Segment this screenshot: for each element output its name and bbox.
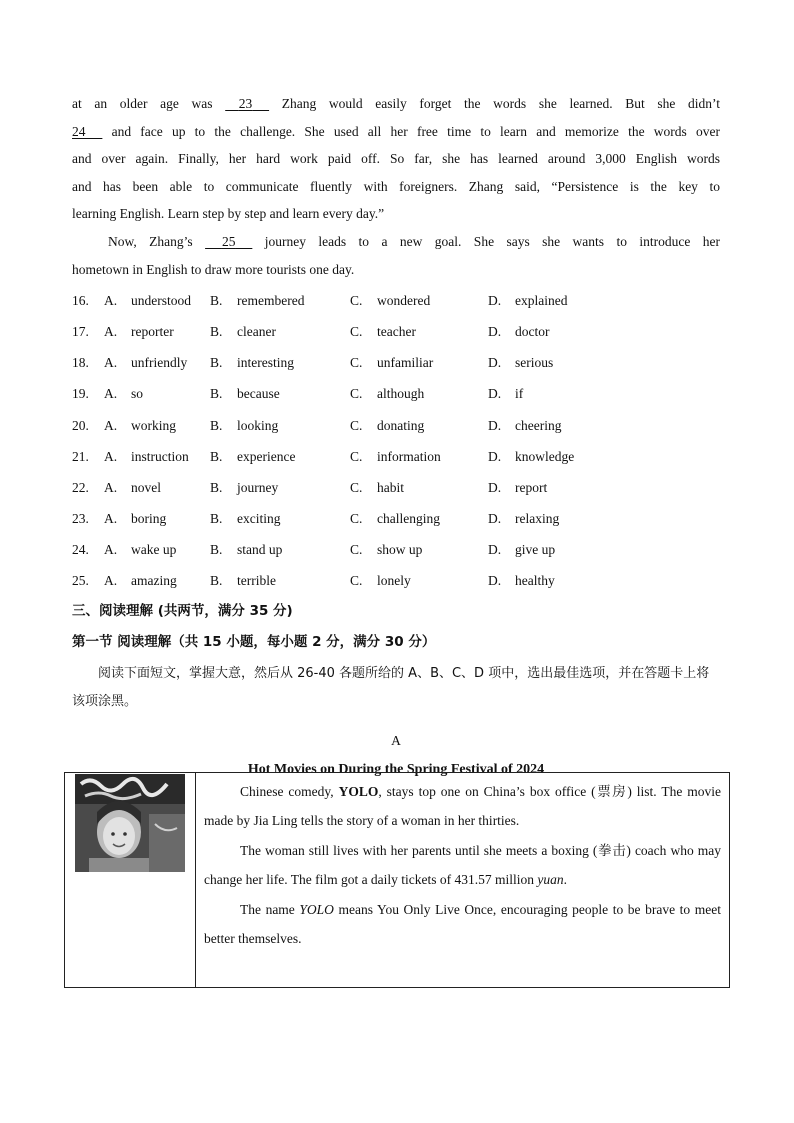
option-label: C. bbox=[350, 293, 363, 309]
option-c[interactable] bbox=[350, 316, 488, 347]
option-label: A. bbox=[104, 541, 118, 557]
question-row bbox=[72, 472, 720, 503]
option-label: A. bbox=[104, 355, 118, 371]
option-label: C. bbox=[350, 479, 363, 495]
question-row bbox=[72, 347, 720, 378]
blank-23: 23 bbox=[238, 96, 253, 111]
option-text: understood bbox=[131, 293, 191, 309]
option-b[interactable] bbox=[210, 347, 350, 378]
option-label: B. bbox=[210, 510, 223, 526]
option-text: interesting bbox=[237, 355, 294, 371]
option-text: serious bbox=[515, 355, 554, 371]
question-row bbox=[72, 316, 720, 347]
option-b[interactable] bbox=[210, 503, 350, 534]
question-row bbox=[72, 534, 720, 565]
option-text: teacher bbox=[377, 324, 416, 340]
option-b[interactable] bbox=[210, 316, 350, 347]
question-row bbox=[72, 378, 720, 409]
option-text: healthy bbox=[515, 573, 555, 588]
option-b[interactable] bbox=[210, 410, 350, 441]
option-label: A. bbox=[104, 417, 118, 433]
option-c[interactable] bbox=[350, 378, 488, 409]
option-text: show up bbox=[377, 541, 423, 557]
option-text: unfriendly bbox=[131, 355, 188, 371]
cloze-passage-paragraph-1 bbox=[72, 90, 720, 228]
option-b[interactable] bbox=[210, 285, 350, 316]
option-b[interactable] bbox=[210, 565, 350, 596]
option-label: A. bbox=[104, 293, 118, 309]
movie-name: YOLO bbox=[338, 784, 379, 799]
option-c[interactable] bbox=[350, 503, 488, 534]
option-text: remembered bbox=[237, 293, 305, 309]
option-label: D. bbox=[488, 355, 502, 371]
option-text: stand up bbox=[237, 541, 283, 557]
option-text: lonely bbox=[377, 573, 411, 588]
option-text: because bbox=[237, 386, 280, 402]
option-a[interactable] bbox=[104, 347, 210, 378]
question-row bbox=[72, 285, 720, 316]
option-c[interactable] bbox=[350, 347, 488, 378]
option-a[interactable] bbox=[104, 441, 210, 472]
question-number: 21. bbox=[72, 448, 89, 464]
movie-poster-cell bbox=[65, 773, 196, 988]
option-c[interactable] bbox=[350, 285, 488, 316]
option-a[interactable] bbox=[104, 565, 210, 596]
option-text: boring bbox=[131, 510, 167, 526]
option-label: A. bbox=[104, 479, 118, 495]
option-text: explained bbox=[515, 293, 568, 309]
option-a[interactable] bbox=[104, 285, 210, 316]
option-label: B. bbox=[210, 417, 223, 433]
option-d[interactable] bbox=[488, 565, 608, 596]
option-text: instruction bbox=[131, 448, 189, 464]
option-label: C. bbox=[350, 324, 363, 340]
option-a[interactable] bbox=[104, 378, 210, 409]
option-c[interactable] bbox=[350, 472, 488, 503]
option-a[interactable] bbox=[104, 503, 210, 534]
option-label: C. bbox=[350, 573, 363, 588]
option-text: if bbox=[515, 386, 524, 402]
option-label: D. bbox=[488, 417, 502, 433]
question-row bbox=[72, 410, 720, 441]
question-number: 18. bbox=[72, 355, 89, 371]
text-run: journey leads to a new goal. She says she wants to introduce her bbox=[264, 233, 721, 249]
passage-a-table bbox=[64, 772, 730, 988]
question-options-list bbox=[72, 285, 720, 596]
option-label: C. bbox=[350, 386, 363, 402]
text-run: and face up to the challenge. She used all her free time to learn and memorize the words over bbox=[111, 123, 720, 139]
option-text: give up bbox=[515, 541, 556, 557]
option-d[interactable] bbox=[488, 347, 608, 378]
option-text: reporter bbox=[131, 324, 174, 340]
text-line: hometown in English to draw more tourists one day. bbox=[72, 261, 355, 277]
option-text: amazing bbox=[131, 573, 177, 588]
option-label: D. bbox=[488, 293, 502, 309]
sub-section-heading: 第一节 阅读理解（共 15 小题，每小题 2 分，满分 30 分） bbox=[72, 634, 436, 651]
passage-a-paragraph-1: Chinese comedy, YOLO, stays top one on China’s box office (票房) list. The movie made by Jia Ling tells the story of a woman in her thirties. bbox=[204, 784, 721, 829]
option-label: B. bbox=[210, 355, 223, 371]
option-text: knowledge bbox=[515, 448, 575, 464]
option-text: looking bbox=[237, 417, 279, 433]
text-run: at an older age was bbox=[72, 96, 213, 111]
option-text: donating bbox=[377, 417, 425, 433]
text-run: Zhang would easily forget the words she learned. But she didn’t bbox=[281, 96, 721, 111]
passage-text-cell bbox=[196, 773, 730, 988]
option-a[interactable] bbox=[104, 316, 210, 347]
option-d[interactable] bbox=[488, 285, 608, 316]
passage-title: Hot Movies on During the Spring Festival of 2024 bbox=[247, 762, 545, 778]
option-label: D. bbox=[488, 386, 502, 402]
option-text: unfamiliar bbox=[377, 355, 434, 371]
option-label: B. bbox=[210, 448, 223, 464]
option-text: cheering bbox=[515, 417, 562, 433]
option-text: novel bbox=[131, 479, 161, 495]
option-c[interactable] bbox=[350, 410, 488, 441]
option-label: B. bbox=[210, 386, 223, 402]
question-number: 17. bbox=[72, 324, 89, 340]
option-label: C. bbox=[350, 541, 363, 557]
question-row bbox=[72, 441, 720, 472]
currency-word: yuan bbox=[537, 872, 564, 888]
text-run: Now, Zhang’s bbox=[108, 233, 193, 249]
option-text: report bbox=[515, 479, 548, 495]
option-label: B. bbox=[210, 541, 223, 557]
option-text: exciting bbox=[237, 510, 281, 526]
option-text: doctor bbox=[515, 324, 550, 340]
option-text: challenging bbox=[377, 510, 440, 526]
option-text: working bbox=[131, 417, 176, 433]
question-number: 25. bbox=[72, 573, 89, 588]
option-label: B. bbox=[210, 324, 223, 340]
option-d[interactable] bbox=[488, 472, 608, 503]
text-line: learning English. Learn step by step and learn every day.” bbox=[72, 206, 385, 222]
option-text: relaxing bbox=[515, 510, 560, 526]
option-label: A. bbox=[104, 510, 118, 526]
option-text: wondered bbox=[377, 293, 431, 309]
blank-25: 25 bbox=[221, 233, 236, 249]
option-label: A. bbox=[104, 386, 118, 402]
option-c[interactable] bbox=[350, 441, 488, 472]
section-heading: 三、阅读理解 (共两节，满分 35 分) bbox=[72, 603, 293, 620]
question-number: 23. bbox=[72, 510, 89, 526]
option-label: C. bbox=[350, 448, 363, 464]
option-label: D. bbox=[488, 510, 502, 526]
passage-a-paragraph-3: The name YOLO means You Only Live Once, encouraging people to be brave to meet better themselves. bbox=[204, 901, 721, 947]
text-line: and has been able to communicate fluently with foreigners. Zhang said, “Persistence is the key to bbox=[72, 178, 720, 194]
option-text: experience bbox=[237, 448, 296, 464]
question-number: 22. bbox=[72, 479, 89, 495]
option-label: C. bbox=[350, 510, 363, 526]
question-row bbox=[72, 565, 720, 596]
option-label: D. bbox=[488, 541, 502, 557]
option-label: D. bbox=[488, 324, 502, 340]
question-number: 16. bbox=[72, 293, 89, 309]
option-label: A. bbox=[104, 573, 118, 588]
option-d[interactable] bbox=[488, 410, 608, 441]
question-number: 19. bbox=[72, 386, 89, 402]
option-d[interactable] bbox=[488, 316, 608, 347]
option-a[interactable] bbox=[104, 410, 210, 441]
option-a[interactable] bbox=[104, 534, 210, 565]
option-d[interactable] bbox=[488, 441, 608, 472]
cloze-passage-paragraph-2 bbox=[72, 228, 720, 283]
option-text: so bbox=[131, 386, 144, 402]
option-label: B. bbox=[210, 479, 223, 495]
option-c[interactable] bbox=[350, 565, 488, 596]
option-label: B. bbox=[210, 293, 223, 309]
option-d[interactable] bbox=[488, 378, 608, 409]
option-text: wake up bbox=[131, 541, 177, 557]
passage-letter: A bbox=[391, 733, 401, 749]
option-b[interactable] bbox=[210, 472, 350, 503]
option-a[interactable] bbox=[104, 472, 210, 503]
passage-a-paragraph-2: The woman still lives with her parents until she meets a boxing (拳击) coach who may change her life. The film got a daily tickets of 431.57 million yuan. bbox=[204, 842, 721, 888]
option-b[interactable] bbox=[210, 441, 350, 472]
option-label: C. bbox=[350, 417, 363, 433]
option-text: cleaner bbox=[237, 324, 276, 340]
option-text: habit bbox=[377, 479, 404, 495]
option-d[interactable] bbox=[488, 503, 608, 534]
option-c[interactable] bbox=[350, 534, 488, 565]
instructions: 阅读下面短文，掌握大意，然后从 26-40 各题所给的 A、B、C、D 项中，选出最佳选项，并在答题卡上将该项涂黑。 bbox=[72, 666, 710, 710]
option-text: journey bbox=[237, 479, 279, 495]
option-text: terrible bbox=[237, 573, 276, 588]
option-b[interactable] bbox=[210, 534, 350, 565]
option-label: D. bbox=[488, 573, 502, 588]
option-d[interactable] bbox=[488, 534, 608, 565]
option-b[interactable] bbox=[210, 378, 350, 409]
text-line: and over again. Finally, her hard work paid off. So far, she has learned around 3,000 English words bbox=[72, 151, 720, 167]
blank-24: 24 bbox=[72, 123, 86, 139]
option-text: information bbox=[377, 448, 441, 464]
movie-name: YOLO bbox=[299, 901, 334, 917]
option-label: A. bbox=[104, 324, 118, 340]
option-text: although bbox=[377, 386, 425, 402]
option-label: D. bbox=[488, 479, 502, 495]
option-label: A. bbox=[104, 448, 118, 464]
option-label: B. bbox=[210, 573, 223, 588]
movie-poster-image bbox=[75, 774, 185, 872]
question-row bbox=[72, 503, 720, 534]
option-label: D. bbox=[488, 448, 502, 464]
option-label: C. bbox=[350, 355, 363, 371]
question-number: 20. bbox=[72, 417, 89, 433]
question-number: 24. bbox=[72, 541, 89, 557]
page-content bbox=[72, 90, 720, 784]
